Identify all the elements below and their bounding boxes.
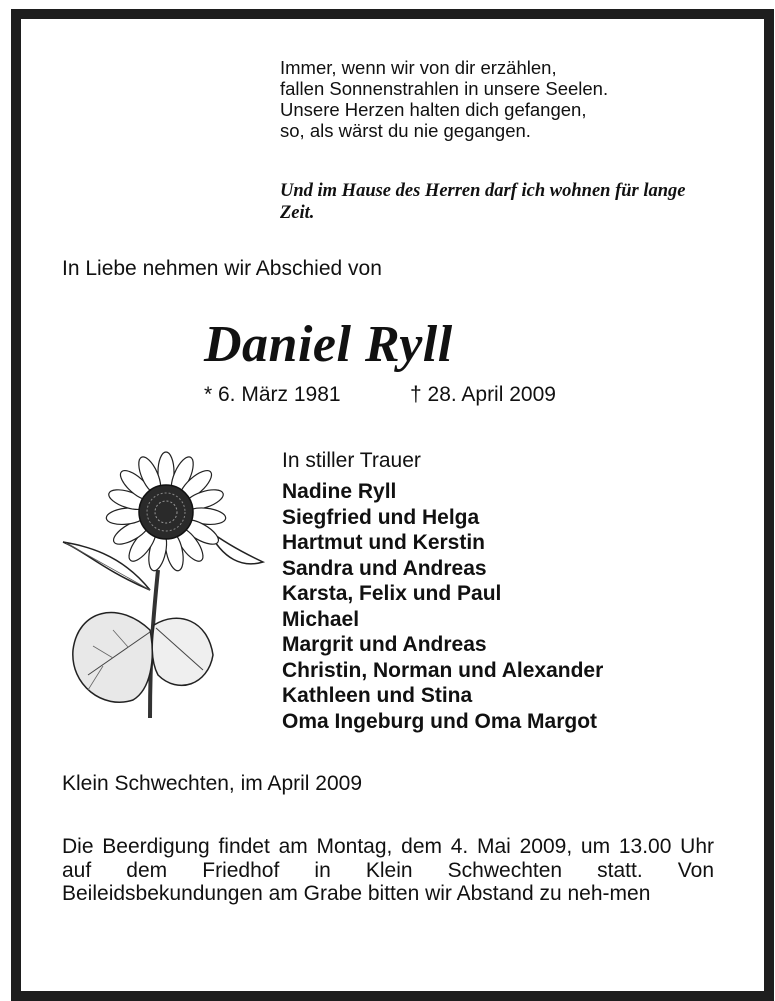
bible-verse: Und im Hause des Herren darf ich wohnen für lange Zeit. bbox=[280, 181, 686, 223]
birth-date: * 6. März 1981 bbox=[204, 383, 341, 406]
death-date: † 28. April 2009 bbox=[410, 383, 556, 406]
family-member: Sandra und Andreas bbox=[282, 556, 487, 580]
family-member: Nadine Ryll bbox=[282, 480, 397, 503]
family-member: Siegfried und Helga bbox=[282, 505, 480, 529]
family-member: Hartmut und Kerstin bbox=[282, 531, 486, 554]
family-list bbox=[282, 479, 603, 734]
family-member: Christin, Norman und Alexander bbox=[282, 658, 604, 682]
poem bbox=[280, 57, 608, 141]
poem-line: so, als wärst du nie gegangen. bbox=[280, 120, 531, 141]
family-member: Margrit und Andreas bbox=[282, 633, 487, 656]
family-member: Oma Ingeburg und Oma Margot bbox=[282, 709, 598, 733]
family-member: Kathleen und Stina bbox=[282, 684, 473, 707]
poem-line: Immer, wenn wir von dir erzählen, bbox=[280, 57, 557, 78]
deceased-name: Daniel Ryll bbox=[204, 316, 453, 373]
poem-line: Unsere Herzen halten dich gefangen, bbox=[280, 99, 587, 120]
place-date: Klein Schwechten, im April 2009 bbox=[62, 772, 362, 795]
funeral-notice: Die Beerdigung findet am Montag, dem 4. Mai 2009, um 13.00 Uhr auf dem Friedhof in Klein Schwechten statt. Von Beileidsbekundungen am Grabe bitten wir Abstand zu neh-men bbox=[62, 835, 714, 905]
family-member: Michael bbox=[282, 607, 360, 631]
sunflower-icon bbox=[58, 450, 268, 725]
mourning-label: In stiller Trauer bbox=[282, 449, 421, 472]
poem-line: fallen Sonnenstrahlen in unsere Seelen. bbox=[280, 78, 609, 99]
intro-text: In Liebe nehmen wir Abschied von bbox=[62, 257, 382, 280]
family-member: Karsta, Felix und Paul bbox=[282, 582, 502, 605]
